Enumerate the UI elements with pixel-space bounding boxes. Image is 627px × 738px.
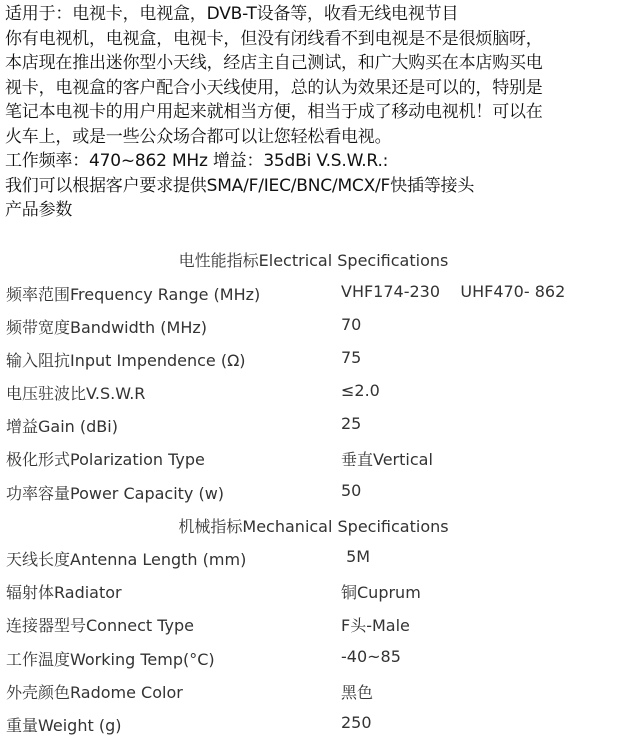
spec-value: -40~85 xyxy=(341,647,401,666)
spec-label: 电压驻波比V.S.W.R xyxy=(6,384,146,403)
mechanical-spec-header: 机械指标Mechanical Specifications xyxy=(178,517,449,536)
spec-row xyxy=(0,381,627,414)
spec-row xyxy=(0,547,627,580)
spec-row xyxy=(0,414,627,447)
connector-options-line: 我们可以根据客户要求提供SMA/F/IEC/BNC/MCX/F快插等接头 xyxy=(5,175,475,196)
spec-label: 输入阻抗Input Impendence (Ω) xyxy=(6,351,246,370)
spec-value: 50 xyxy=(341,481,362,500)
intro-line: 本店现在推出迷你型小天线，经店主自己测试，和广大购买在本店购买电 xyxy=(5,53,543,73)
spec-label: 增益Gain (dBi) xyxy=(6,417,118,436)
spec-row xyxy=(0,647,627,680)
spec-row xyxy=(0,580,627,613)
electrical-spec-header: 电性能指标Electrical Specifications xyxy=(178,251,449,270)
spec-label: 外壳颜色Radome Color xyxy=(6,683,183,702)
frequency-gain-line: 工作频率：470~862 MHz 增益：35dBi V.S.W.R.: xyxy=(5,151,389,171)
product-params-heading: 产品参数 xyxy=(5,200,73,220)
spec-row xyxy=(0,613,627,646)
spec-value: F头-Male xyxy=(341,616,410,635)
spec-label: 工作温度Working Temp(°C) xyxy=(6,650,215,669)
spec-value: 70 xyxy=(341,315,362,334)
spec-value: 250 xyxy=(341,713,372,732)
spec-value: 75 xyxy=(341,348,362,367)
spec-label: 频率范围Frequency Range (MHz) xyxy=(6,285,261,304)
spec-row xyxy=(0,713,627,737)
spec-row xyxy=(0,282,627,315)
spec-value: 垂直Vertical xyxy=(341,450,433,469)
spec-row xyxy=(0,447,627,480)
spec-row xyxy=(0,481,627,514)
spec-label: 频带宽度Bandwidth (MHz) xyxy=(6,318,207,337)
spec-label: 极化形式Polarization Type xyxy=(6,450,205,469)
spec-value: VHF174-230 UHF470- 862 xyxy=(341,282,566,301)
intro-line: 你有电视机，电视盒，电视卡，但没有闭线看不到电视是不是很烦脑呀， xyxy=(5,28,543,49)
spec-row xyxy=(0,348,627,381)
intro-line: 笔记本电视卡的用户用起来就相当方便，相当于成了移动电视机！可以在 xyxy=(5,102,543,122)
intro-line: 适用于：电视卡，电视盒，DVB-T设备等，收看无线电视节目 xyxy=(5,4,459,24)
intro-line: 火车上，或是一些公众场合都可以让您轻松看电视。 xyxy=(5,126,392,147)
spec-label: 天线长度Antenna Length (mm) xyxy=(6,550,247,569)
spec-label: 辐射体Radiator xyxy=(6,583,122,602)
intro-text xyxy=(5,2,625,223)
spec-value: 25 xyxy=(341,414,362,433)
spec-value: 黑色 xyxy=(341,683,374,702)
spec-label: 重量Weight (g) xyxy=(6,716,122,735)
spec-label: 功率容量Power Capacity (w) xyxy=(6,484,225,503)
spec-value: ≤2.0 xyxy=(341,381,380,400)
spec-row xyxy=(0,315,627,348)
spec-value: 5M xyxy=(341,547,371,566)
spec-value: 铜Cuprum xyxy=(341,583,421,602)
spec-label: 连接器型号Connect Type xyxy=(6,616,194,635)
intro-line: 视卡，电视盒的客户配合小天线使用，总的认为效果还是可以的，特别是 xyxy=(5,77,543,98)
spec-row xyxy=(0,680,627,713)
